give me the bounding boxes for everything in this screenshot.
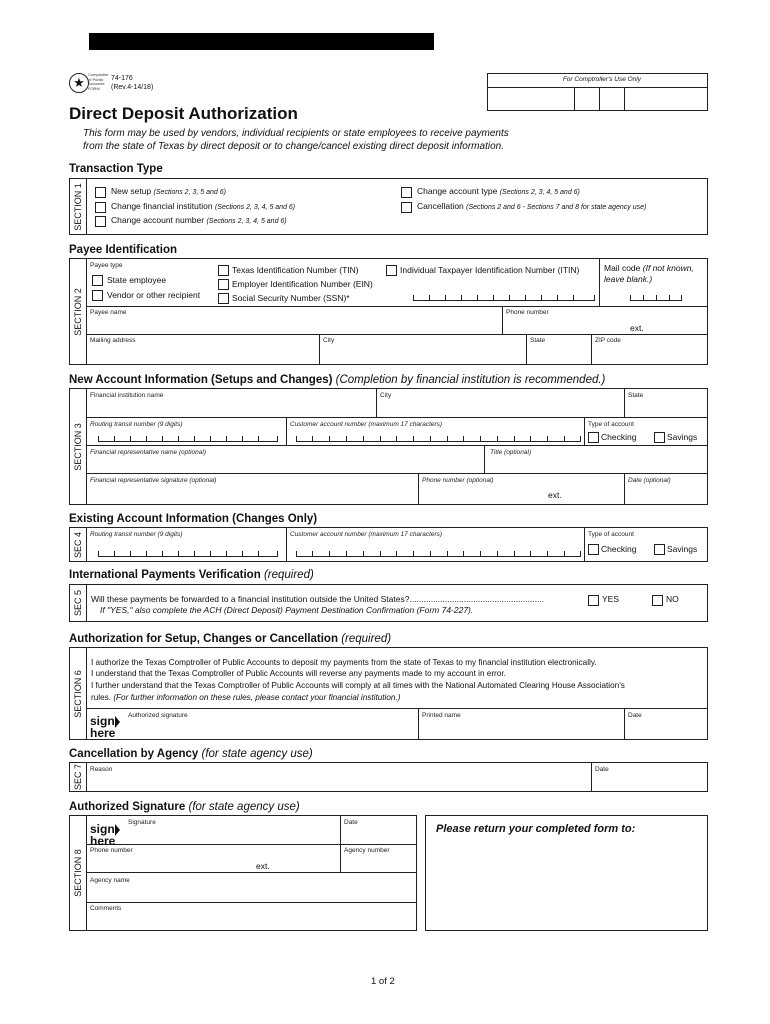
existing-routing-digits[interactable] (98, 550, 278, 557)
page-number: 1 of 2 (371, 976, 395, 987)
section1-tab: SECTION 1 (70, 179, 87, 234)
section1-box (69, 178, 708, 235)
vendor-label: Vendor or other recipient (107, 290, 201, 300)
agency-logo-text: Comptroller of Public Accounts FORM (88, 72, 109, 91)
return-instruction: Please return your completed form to: (436, 823, 636, 835)
change-acct-num-checkbox[interactable] (95, 216, 106, 227)
section3-tab: SECTION 3 (70, 389, 87, 504)
existing-savings-checkbox[interactable] (654, 544, 665, 555)
international-question: Will these payments be forwarded to a financial institution outside the United States?......................................................... (91, 594, 545, 604)
mail-code-label: Mail code (If not known, (604, 263, 694, 273)
state-employee-checkbox[interactable] (92, 275, 103, 286)
itin-label: Individual Taxpayer Identification Number (ITIN) (400, 265, 580, 275)
redaction-bar (89, 33, 434, 50)
change-fi-label: Change financial institution (Sections 2, 3, 4, 5 and 6) (111, 201, 296, 211)
change-fi-checkbox[interactable] (95, 202, 106, 213)
section6-tab: SECTION 6 (70, 648, 87, 739)
section4-tab: SEC 4 (70, 528, 87, 561)
ein-checkbox[interactable] (218, 279, 229, 290)
savings-checkbox[interactable] (654, 432, 665, 443)
itin-checkbox[interactable] (386, 265, 397, 276)
authorization-line2: I understand that the Texas Comptroller of Public Accounts will reverse any payments made to my account in error. (91, 669, 506, 678)
tin-label: Texas Identification Number (TIN) (232, 265, 359, 275)
authorization-line1: I authorize the Texas Comptroller of Public Accounts to deposit my payments from the state of Texas to my financial institution electronically. (91, 658, 597, 667)
section2-box: SECTION 2 Payee type State employee Vendor or other recipient Texas Identification Number (TIN) Employer Identification Number (EIN) Social Security Number (SSN)* Individual Taxpayer Identification Number (ITIN) Mail code (If not known, leave blank.) Payee name Phone number ext. Mailing address City State ZIP code (69, 258, 708, 365)
section5-tab: SEC 5 (70, 585, 87, 621)
routing-digits[interactable] (98, 435, 278, 442)
no-checkbox[interactable] (652, 595, 663, 606)
authorization-line3: I further understand that the Texas Comptroller of Public Accounts will comply at all times with the National Automated Clearing House Association's (91, 681, 625, 690)
section8-heading: Authorized Signature (for state agency use) (69, 801, 300, 813)
return-address-box (425, 815, 708, 931)
section7-tab: SEC 7 (70, 763, 87, 791)
id-number-digits[interactable] (413, 294, 595, 301)
form-number: 74-176 (Rev.4-14/18) (111, 75, 154, 91)
section7-heading: Cancellation by Agency (for state agency use) (69, 748, 313, 760)
change-acct-num-label: Change account number (Sections 2, 3, 4, 5 and 6) (111, 215, 287, 225)
section4-heading: Existing Account Information (Changes Only) (69, 513, 318, 525)
existing-account-digits[interactable] (296, 550, 581, 557)
ssn-label: Social Security Number (SSN)* (232, 293, 350, 303)
star-icon: ★ (73, 75, 85, 90)
section5-heading: International Payments Verification (required) (69, 569, 314, 581)
intro-text: This form may be used by vendors, individual recipients or state employees to receive payments from the state of Texas by direct deposit or to change/cancel existing direct deposit information. (83, 128, 509, 152)
authorization-line4: rules. (For further information on these rules, please contact your financial institution.) (91, 693, 401, 702)
section7-box: SEC 7 Reason Date (69, 762, 708, 792)
section2-tab: SECTION 2 (70, 259, 87, 364)
account-digits[interactable] (296, 435, 581, 442)
agency-sign-here-marker: sign here (90, 824, 120, 847)
comptroller-use-box: For Comptroller's Use Only (487, 73, 708, 111)
comptroller-seal (69, 73, 89, 93)
ssn-checkbox[interactable] (218, 293, 229, 304)
section2-heading: Payee Identification (69, 244, 178, 256)
section6-heading: Authorization for Setup, Changes or Cancellation (required) (69, 633, 392, 645)
new-setup-label: New setup (Sections 2, 3, 5 and 6) (111, 186, 226, 196)
section1-heading: Transaction Type (69, 163, 163, 175)
section8-box: SECTION 8 sign here Signature Date Phone number ext. Agency number Agency name Comments (69, 815, 417, 931)
new-setup-checkbox[interactable] (95, 187, 106, 198)
section5-box: SEC 5 Will these payments be forwarded to a financial institution outside the United States?......................................................... If "YES," also complete the ACH (Direct Deposit) Payment Destination Confirmation (Form 74-227). YES NO (69, 584, 708, 622)
sign-here-marker: sign here (90, 716, 120, 739)
mail-code-digits[interactable] (630, 294, 682, 301)
change-acct-type-checkbox[interactable] (401, 187, 412, 198)
change-acct-type-label: Change account type (Sections 2, 3, 4, 5 and 6) (417, 186, 580, 196)
page-title: Direct Deposit Authorization (69, 104, 298, 123)
checking-checkbox[interactable] (588, 432, 599, 443)
cancellation-label: Cancellation (Sections 2 and 6 - Sections 7 and 8 for state agency use) (417, 201, 647, 211)
international-followup: If "YES," also complete the ACH (Direct Deposit) Payment Destination Confirmation (Form 74-227). (100, 605, 474, 615)
tin-checkbox[interactable] (218, 265, 229, 276)
yes-checkbox[interactable] (588, 595, 599, 606)
existing-checking-checkbox[interactable] (588, 544, 599, 555)
vendor-checkbox[interactable] (92, 290, 103, 301)
ein-label: Employer Identification Number (EIN) (232, 279, 373, 289)
section4-box: SEC 4 Routing transit number (9 digits) Customer account number (maximum 17 characters) Type of account Checking Savings (69, 527, 708, 562)
section3-heading: New Account Information (Setups and Changes) (Completion by financial institution is recommended.) (69, 374, 606, 386)
state-employee-label: State employee (107, 275, 167, 285)
section6-box: SECTION 6 I authorize the Texas Comptroller of Public Accounts to deposit my payments from the state of Texas to my financial institution electronically. I understand that the Texas Comptroller of Public Accounts will reverse any payments made to my account in error. I further understand that the Texas Comptroller of Public Accounts will comply at all times with the National Automated Clearing House Association's rules. (For further information on these rules, please contact your financial institution.) sign here Authorized signature Printed name Date (69, 647, 708, 740)
arrow-icon (115, 716, 120, 728)
section3-box: SECTION 3 Financial institution name City State Routing transit number (9 digits) Customer account number (maximum 17 characters) Type of account Checking Savings Financial representative name (optional) Title (optional) Financial representative signature (optional) Phone number (optional) Date (optional) ext. (69, 388, 708, 505)
cancellation-checkbox[interactable] (401, 202, 412, 213)
section8-tab: SECTION 8 (70, 816, 87, 930)
arrow-icon (115, 824, 120, 836)
